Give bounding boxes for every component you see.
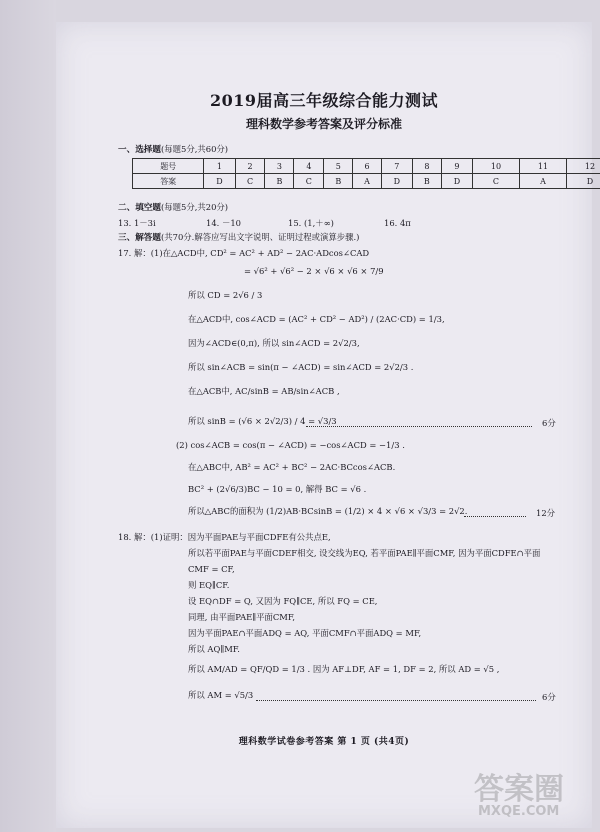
fill-answer-14: 14. －10	[206, 218, 242, 228]
fill-answer-15: 15. (1,＋∞)	[288, 218, 334, 228]
q17-score-1: 6分	[542, 418, 556, 428]
table-row-numbers	[133, 159, 600, 174]
answer-cell: B	[412, 174, 441, 189]
q18-line-7: 因为平面PAE∩平面ADQ = AQ, 平面CMF∩平面ADQ = MF,	[188, 628, 422, 638]
answer-cell: B	[265, 174, 294, 189]
page-subtitle: 理科数学参考答案及评分标准	[245, 117, 402, 131]
section3-heading-line	[118, 232, 359, 244]
fill-answer-16: 16. 4π	[384, 218, 411, 228]
q17-line-8: 所以 sinB = (√6 × 2√2/3) / 4 = √3/3	[188, 416, 337, 426]
question-number-cell: 10	[472, 159, 519, 174]
question-number-cell: 3	[265, 159, 294, 174]
section2-note: (每题5分,共20分)	[160, 202, 229, 212]
answer-cell: C	[472, 174, 519, 189]
section3-heading: 三、解答题	[118, 233, 161, 243]
q17-line-1: 17. 解：(1)在△ACD中, CD² = AC² + AD² − 2AC·ADcos∠CAD	[118, 248, 370, 258]
answer-cell: D	[566, 174, 600, 189]
answer-sheet-page	[56, 22, 596, 828]
q17-line-7: 在△ACB中, AC/sinB = AB/sin∠ACB ,	[188, 386, 340, 396]
section3-note: (共70分.解答应写出文字说明、证明过程或演算步骤.)	[160, 232, 360, 242]
answer-cell: A	[353, 174, 381, 189]
q18-line-6: 同理, 由平面PAE∥平面CMF,	[188, 612, 295, 622]
answer-table	[132, 158, 600, 189]
q17-line-12: 所以△ABC的面积为 (1/2)AB·BCsinB = (1/2) × 4 × √6 × √3/3 = 2√2.	[188, 506, 468, 516]
q18-line-10: 所以 AM = √5/3	[188, 690, 254, 700]
answer-cell: B	[324, 174, 353, 189]
table-answer-label: 答案	[133, 174, 204, 189]
scan-margin	[0, 0, 56, 832]
watermark-logo: 答案圈 MXQE.COM	[474, 772, 564, 819]
question-number-cell: 5	[324, 159, 353, 174]
section1-heading-line	[118, 144, 228, 156]
q18-line-2: 所以若平面PAE与平面CDEF相交, 设交线为EQ, 若平面PAE∥平面CMF, 因为平面CDFE∩平面	[188, 548, 541, 558]
answer-cell: C	[235, 174, 265, 189]
question-number-cell: 2	[235, 159, 265, 174]
q17-line-11: BC² + (2√6/3)BC − 10 = 0, 解得 BC = √6 .	[188, 484, 367, 494]
answer-cell: A	[519, 174, 566, 189]
dot-leader	[256, 700, 536, 701]
question-number-cell: 4	[294, 159, 324, 174]
answer-cell: D	[204, 174, 235, 189]
question-number-cell: 6	[353, 159, 381, 174]
question-number-cell: 7	[381, 159, 412, 174]
q17-line-10: 在△ABC中, AB² = AC² + BC² − 2AC·BCcos∠ACB.	[188, 462, 396, 472]
answer-cell: D	[441, 174, 472, 189]
page-footer: 理科数学试卷参考答案 第 1 页 (共4页)	[238, 737, 410, 747]
section2-heading: 二、填空题	[118, 203, 161, 213]
q17-line-9: (2) cos∠ACB = cos(π − ∠ACD) = −cos∠ACD = −1/3 .	[176, 440, 405, 450]
section2-heading-line	[118, 202, 228, 214]
question-number-cell: 8	[412, 159, 441, 174]
q18-score: 6分	[542, 692, 556, 702]
q18-line-3: CMF = CF,	[188, 564, 235, 574]
section1-note: (每题5分,共60分)	[160, 144, 229, 154]
answer-cell: D	[381, 174, 412, 189]
q18-line-1: 18. 解：(1)证明：因为平面PAE与平面CDFE有公共点E,	[118, 532, 331, 542]
question-number-cell: 1	[204, 159, 235, 174]
table-row-answers	[133, 174, 600, 189]
q17-line-2: = √6² + √6² − 2 × √6 × √6 × 7/9	[244, 266, 384, 276]
table-header-label: 题号	[133, 159, 204, 174]
dot-leader	[306, 426, 532, 427]
q18-line-9: 所以 AM/AD = QF/QD = 1/3 . 因为 AF⊥DF, AF = 1, DF = 2, 所以 AD = √5 ,	[188, 664, 500, 674]
q18-line-8: 所以 AQ∥MF.	[188, 644, 240, 654]
q18-line-4: 则 EQ∥CF.	[188, 580, 230, 590]
q17-line-4: 在△ACD中, cos∠ACD = (AC² + CD² − AD²) / (2AC·CD) = 1/3,	[188, 314, 445, 324]
q17-line-6: 所以 sin∠ACB = sin(π − ∠ACD) = sin∠ACD = 2√2/3 .	[188, 362, 414, 372]
q17-line-5: 因为∠ACD∈(0,π), 所以 sin∠ACD = 2√2/3,	[188, 338, 360, 348]
question-number-cell: 9	[441, 159, 472, 174]
section1-heading: 一、选择题	[118, 145, 161, 155]
q17-score-2: 12分	[536, 508, 556, 518]
page-title: 2019届高三年级综合能力测试	[209, 91, 439, 110]
q18-line-5: 设 EQ∩DF = Q, 又因为 FQ∥CE, 所以 FQ = CE,	[188, 596, 378, 606]
question-number-cell: 12	[566, 159, 600, 174]
q17-line-3: 所以 CD = 2√6 / 3	[188, 290, 263, 300]
fill-answer-13: 13. 1－3i	[118, 218, 156, 228]
answer-cell: C	[294, 174, 324, 189]
dot-leader	[464, 516, 526, 517]
question-number-cell: 11	[519, 159, 566, 174]
